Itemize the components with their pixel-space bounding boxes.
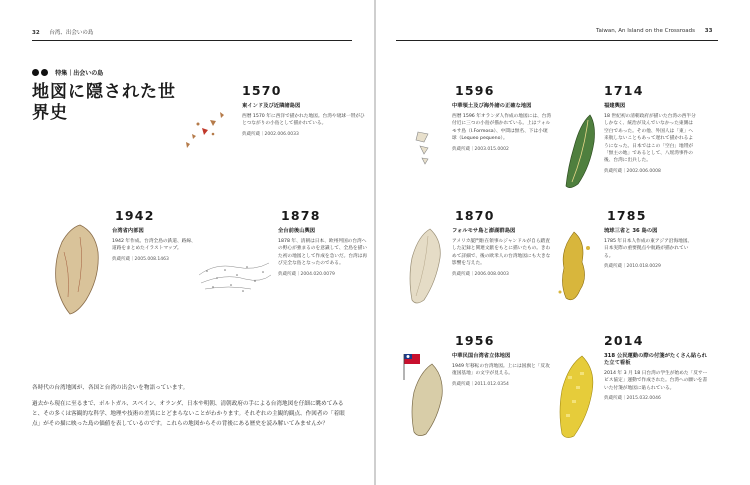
entry-code: 典蔵所蔵｜2011.012.0354 bbox=[452, 381, 509, 387]
map-1878-image bbox=[195, 245, 273, 300]
header-rule bbox=[32, 40, 352, 41]
map-1714-image bbox=[560, 112, 600, 192]
year-1956: 1956 bbox=[452, 333, 498, 348]
feature-kicker: 特集｜出会いの島 bbox=[55, 70, 104, 77]
right-page bbox=[376, 0, 750, 485]
timeline-entry bbox=[242, 103, 367, 137]
year-1870: 1870 bbox=[452, 208, 498, 223]
entry-code: 典蔵所蔵｜2015.032.0046 bbox=[604, 396, 661, 402]
map-1785-image bbox=[552, 228, 597, 308]
entry-title: 318 公民運動の際の付箋がたくさん貼られた立て看板 bbox=[604, 353, 707, 366]
page-number: 33 bbox=[704, 28, 713, 34]
entry-title: 中華民国台湾省立体地図 bbox=[452, 353, 511, 359]
map-2014-image bbox=[552, 352, 598, 442]
timeline-entry bbox=[278, 228, 368, 277]
map-1956-image bbox=[402, 350, 448, 440]
feature-label bbox=[32, 68, 103, 77]
right-folio bbox=[596, 28, 712, 34]
entry-body: 2014 年 3 月 18 日台湾の学生が始めた「反サービス協定」運動で作成された。台湾への願いを書いた付箋が地図に貼られている。 bbox=[604, 371, 708, 391]
left-folio bbox=[32, 28, 93, 36]
map-1570-image bbox=[180, 108, 235, 153]
timeline-entry bbox=[452, 353, 552, 387]
entry-body: 西暦 1596 年オランダ人作成の地図には、台湾付近に三つの小島が描かれている。上はフォルモサ島（I.Formosa）、中間は無名、下は小琉球（Lequeo pequeno）。 bbox=[452, 114, 552, 142]
entry-body: 1785 年日本人作成の東アジア沿海地図。日本実際の重要拠点や航路が描かれている。 bbox=[604, 239, 693, 259]
year-1596: 1596 bbox=[452, 83, 498, 98]
entry-body: アメリカ厦門駐在領事ルジャンドルが自ら踏査した記録と関連文献をもとに描いたもの。きわめて詳細で、後の欧米人の台湾地図にも大きな影響を与えた。 bbox=[452, 239, 551, 267]
timeline-entry bbox=[604, 353, 709, 401]
page-number: 32 bbox=[32, 30, 40, 36]
entry-title: 中華領土及び海外諸の正確な地図 bbox=[452, 103, 532, 109]
map-1596-image bbox=[406, 128, 448, 168]
entry-body: 西暦 1570 年に西洋で描かれた地図。台湾や琉球一帯がひとつながりの小島として描かれている。 bbox=[242, 114, 365, 127]
map-1870-image bbox=[402, 226, 448, 308]
year-1714: 1714 bbox=[601, 83, 647, 98]
entry-code: 典蔵所蔵｜2004.020.0079 bbox=[278, 271, 335, 277]
year-1785: 1785 bbox=[604, 208, 650, 223]
entry-title: 全台前後山輿図 bbox=[278, 228, 316, 234]
header-rule bbox=[396, 40, 718, 41]
bullet-dot-icon bbox=[41, 69, 48, 76]
entry-title: 台湾省内部図 bbox=[112, 228, 144, 234]
entry-body: 1942 年作成。台湾全島の鉄道、路線、道路をまとめたイラストマップ。 bbox=[112, 239, 196, 252]
running-head: 台湾、出会いの島 bbox=[49, 30, 94, 36]
timeline-entry bbox=[604, 103, 696, 174]
intro-paragraph: 各時代の台湾地図が、各国と台湾の出会いを物語っています。 bbox=[32, 385, 189, 391]
year-1942: 1942 bbox=[112, 208, 158, 223]
entry-code: 典蔵所蔵｜2006.008.0003 bbox=[452, 271, 509, 277]
intro-paragraph: 過去から現在に至るまで、ポルトガル、スペイン、オランダ、日本や明朝、清朝政府の手による台湾地図を仔細に眺めてみると、その多くは客観的な科学、地理や技術の差異にとどまらないことがわかります。それぞれの主観的観点、作図者の「着眼点」がその描に映った島の価値を表しているのです。これらの地図からその背後にある歴史を読み解いてみませんか？ bbox=[32, 401, 345, 427]
timeline-entry bbox=[452, 228, 552, 277]
year-1878: 1878 bbox=[278, 208, 324, 223]
entry-code: 典蔵所蔵｜2003.015.0002 bbox=[452, 146, 509, 152]
entry-body: 1949 年移転の台湾地図。上には国旗と「反攻復国基地」の文字が見える。 bbox=[452, 364, 550, 377]
entry-title: 琉球三省と 36 島の図 bbox=[604, 228, 658, 234]
intro-text bbox=[32, 383, 352, 435]
entry-title: 東インド及び近隣諸島図 bbox=[242, 103, 301, 109]
timeline-entry bbox=[112, 228, 197, 262]
timeline-entry bbox=[604, 228, 696, 269]
page-title: 地図に隠された世界史 bbox=[32, 82, 176, 123]
bullet-dot-icon bbox=[32, 69, 39, 76]
entry-title: フォルモサ島と澎湖群島図 bbox=[452, 228, 516, 234]
year-1570: 1570 bbox=[242, 83, 282, 98]
map-1942-image bbox=[50, 222, 105, 317]
year-2014: 2014 bbox=[604, 333, 644, 348]
left-page bbox=[0, 0, 374, 485]
entry-title: 福建輿図 bbox=[604, 103, 626, 109]
entry-code: 典蔵所蔵｜2002.006.0033 bbox=[242, 131, 299, 137]
entry-code: 典蔵所蔵｜2002.006.0008 bbox=[604, 168, 661, 174]
entry-body: 1878 年、清朝は日本、欧州列国の台湾への野心が強まるのを意識して、全島を描いた初の地図として作成を急いだ。台湾は再び完全な島となったのである。 bbox=[278, 239, 368, 267]
timeline-entry bbox=[452, 103, 552, 152]
running-head: Taiwan, An Island on the Crossroads bbox=[596, 28, 695, 34]
entry-body: 18 世紀初の清朝政府が描いた台湾の西半分しかなく、統治が及んでいなかった東側は空白であった。その他、外国人は「東」へ来航しないこともあって遅れて描かれるようになった。日本ではこの「空白」地帯が「無主の地」であるとして、八瑶湾事件の後、台湾に出兵した。 bbox=[604, 114, 696, 164]
entry-code: 典蔵所蔵｜2010.018.0029 bbox=[604, 264, 661, 270]
entry-code: 典蔵所蔵｜2005.008.1463 bbox=[112, 256, 169, 262]
